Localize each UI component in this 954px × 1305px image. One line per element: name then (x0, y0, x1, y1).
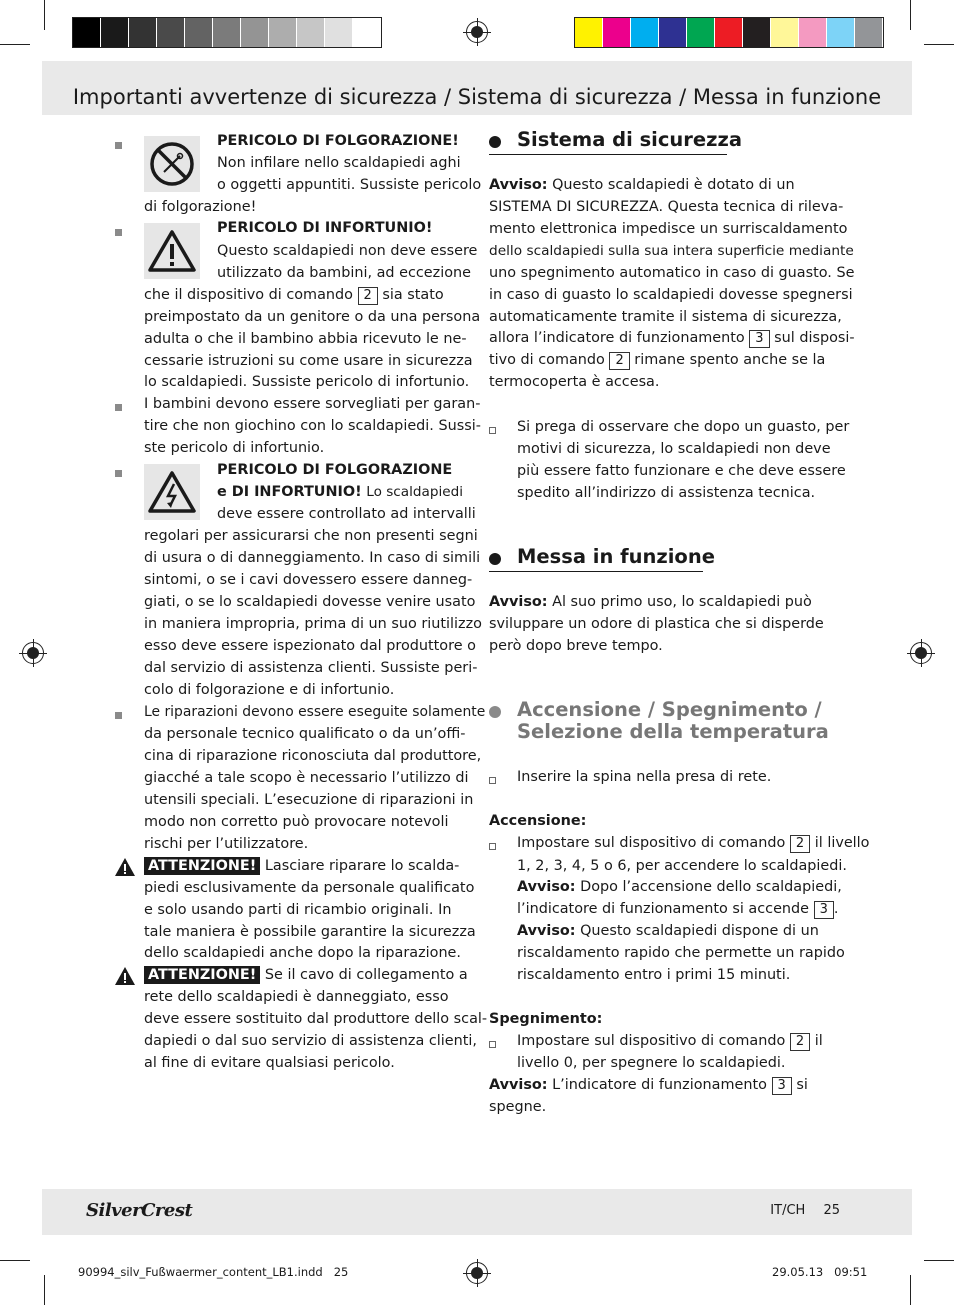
avviso-label: Avviso: (489, 1077, 548, 1093)
page-title: Importanti avvertenze di sicurezza / Sistema di sicurezza / Messa in funzione (72, 85, 882, 109)
text-line (517, 833, 870, 855)
registration-mark-icon (910, 642, 932, 664)
step-checkbox-icon (489, 843, 496, 850)
page-number: 25 (823, 1203, 840, 1218)
text-line: Questo scaldapiedi non deve essere (217, 243, 478, 259)
section-heading: Messa in funzione (517, 545, 715, 568)
crop-mark (910, 1275, 911, 1305)
reference-number-badge: 2 (609, 352, 629, 370)
text-line: lo scaldapiedi. Sussiste pericolo di infortunio. (144, 374, 470, 390)
crop-mark (0, 1260, 30, 1261)
page-info (756, 1203, 840, 1218)
heading-underline (489, 154, 727, 155)
text-line: dapiedi o dal suo servizio di assistenza clienti, (144, 1033, 477, 1049)
section-heading: Sistema di sicurezza (517, 128, 743, 151)
text-span: Lasciare riparare lo scalda- (264, 858, 460, 874)
bullet-square (115, 404, 122, 411)
brand-logo: SilverCrest (86, 1200, 193, 1221)
text-line (489, 592, 812, 614)
text-line: deve essere controllato ad intervalli (217, 506, 476, 522)
text-line: adulta o che il bambino abbia ricevuto le ne- (144, 331, 467, 347)
text-span: il (814, 1033, 823, 1049)
crop-mark (924, 1260, 954, 1261)
text-span: Impostare sul dispositivo di comando (517, 1033, 786, 1049)
text-line: cessarie istruzioni su come usare in sicurezza (144, 353, 473, 369)
registration-mark-icon (466, 21, 488, 43)
registration-mark-icon (22, 642, 44, 664)
text-span: Lo scaldapiedi (366, 484, 464, 500)
text-line: da personale tecnico qualificato o da un’offi- (144, 726, 466, 742)
text-line: esso deve essere ispezionato dal produttore o (144, 638, 476, 654)
text-line: colo di folgorazione e di infortunio. (144, 682, 395, 698)
text-line: utilizzato da bambini, ad eccezione (217, 265, 471, 281)
text-line: Le riparazioni devono essere eseguite solamente (144, 704, 486, 720)
text-span: allora l’indicatore di funzionamento (489, 330, 745, 346)
bullet-square (115, 470, 122, 477)
text-line (489, 1075, 808, 1097)
text-line: spegne. (489, 1099, 547, 1115)
text-line: utensili speciali. L’esecuzione di riparazioni in (144, 792, 474, 808)
text-line (144, 856, 459, 878)
text-line: preimpostato da un genitore o da una persona (144, 309, 481, 325)
subsection-heading: Selezione della temperatura (517, 720, 829, 743)
crop-mark (924, 44, 954, 45)
text-line: dello scaldapiedi anche dopo la riparazione. (144, 945, 461, 961)
text-line: termocoperta è accesa. (489, 374, 660, 390)
text-line: Non infilare nello scaldapiedi aghi (217, 155, 461, 171)
text-span: che il dispositivo di comando (144, 287, 353, 303)
reference-number-badge: 3 (814, 901, 834, 919)
warning-title: PERICOLO DI FOLGORAZIONE! (217, 133, 459, 149)
slug-filename: 90994_silv_Fußwaermer_content_LB1.indd 25 (78, 1265, 349, 1279)
text-span: il livello (814, 835, 870, 851)
avviso-label: Avviso: (489, 594, 548, 610)
text-line: riscaldamento rapido che permette un rapido (517, 945, 845, 961)
heading-underline (489, 571, 703, 572)
text-line: tire che non giochino con lo scaldapiedi. Sussi- (144, 418, 481, 434)
text-line (517, 921, 819, 943)
spegnimento-label: Spegnimento: (489, 1011, 603, 1027)
electric-hazard-icon (144, 464, 200, 520)
text-line: dal servizio di assistenza clienti. Sussiste peri- (144, 660, 478, 676)
text-span: rimane spento anche se la (634, 352, 826, 368)
text-span: l’indicatore di funzionamento si accende (517, 901, 810, 917)
text-span: Questo scaldapiedi è dotato di un (552, 177, 795, 193)
text-line: SISTEMA DI SICUREZZA. Questa tecnica di rileva- (489, 199, 844, 215)
reference-number-badge: 3 (772, 1077, 792, 1095)
text-line: uno spegnimento automatico in caso di guasto. Se (489, 265, 855, 281)
warning-title: PERICOLO DI INFORTUNIO! (217, 220, 433, 236)
header-band (42, 61, 912, 115)
text-line: al fine di evitare qualsiasi pericolo. (144, 1055, 395, 1071)
text-line: modo non corretto può provocare notevoli (144, 814, 449, 830)
text-line: tale maniera è possibile garantire la sicurezza (144, 924, 476, 940)
reference-number-badge: 3 (749, 330, 769, 348)
text-line: più essere fatto funzionare e che deve essere (517, 463, 846, 479)
subsection-heading: Accensione / Spegnimento / (517, 698, 822, 721)
text-line: giacché a tale scopo è necessario l’utilizzo di (144, 770, 469, 786)
text-line: cina di riparazione riconosciuta dal produttore, (144, 748, 482, 764)
text-line (489, 328, 855, 350)
text-span: si (796, 1077, 808, 1093)
crop-mark (0, 44, 30, 45)
no-needles-icon (144, 136, 200, 192)
text-line (517, 1031, 823, 1053)
crop-mark (910, 0, 911, 30)
avviso-label: Avviso: (489, 177, 548, 193)
text-line (217, 482, 463, 504)
step-checkbox-icon (489, 427, 496, 434)
warning-triangle-icon (114, 966, 136, 986)
text-line: giati, o se lo scaldapiedi dovesse venire usato (144, 594, 476, 610)
text-line: deve essere sostituito dal produttore dello scal- (144, 1011, 488, 1027)
bullet-square (115, 142, 122, 149)
warning-triangle-icon (114, 857, 136, 877)
warning-title: PERICOLO DI FOLGORAZIONE (217, 462, 453, 478)
step-checkbox-icon (489, 1041, 496, 1048)
warning-title: e DI INFORTUNIO! (217, 484, 362, 500)
text-line: in maniera impropria, prima di un suo riutilizzo (144, 616, 482, 632)
text-line: e solo usando parti di ricambio originali. In (144, 902, 452, 918)
slug-date: 29.05.13 09:51 (772, 1265, 868, 1279)
text-line: sviluppare un odore di plastica che si disperde (489, 616, 824, 632)
avviso-label: Avviso: (517, 879, 576, 895)
text-line: in caso di guasto lo scaldapiedi dovesse spegnersi (489, 287, 853, 303)
attention-label: ATTENZIONE! (144, 966, 260, 984)
warning-triangle-icon (144, 223, 200, 279)
section-bullet (489, 136, 501, 148)
section-bullet (489, 553, 501, 565)
crop-mark (44, 1275, 45, 1305)
avviso-label: Avviso: (517, 923, 576, 939)
text-line (489, 175, 795, 197)
bullet-square (115, 712, 122, 719)
text-line: 1, 2, 3, 4, 5 o 6, per accendere lo scaldapiedi. (517, 858, 847, 874)
text-line: o oggetti appuntiti. Sussiste pericolo (217, 177, 482, 193)
text-span: Se il cavo di collegamento a (264, 967, 468, 983)
text-line: motivi di sicurezza, lo scaldapiedi non deve (517, 441, 831, 457)
text-line (517, 877, 842, 899)
locale-label: IT/CH (770, 1203, 806, 1218)
bullet-square (115, 229, 122, 236)
text-line: ste pericolo di infortunio. (144, 440, 325, 456)
text-span: Dopo l’accensione dello scaldapiedi, (580, 879, 842, 895)
text-span: tivo di comando (489, 352, 605, 368)
accensione-label: Accensione: (489, 813, 587, 829)
registration-mark-icon (466, 1262, 488, 1284)
text-line: mento elettronica impedisce un surriscaldamento (489, 221, 848, 237)
text-span: Questo scaldapiedi dispone di un (580, 923, 819, 939)
text-line: dello scaldapiedi sulla sua intera superficie mediante (489, 243, 854, 259)
reference-number-badge: 2 (790, 835, 810, 853)
grey-color-bar (72, 17, 382, 48)
text-line: regolari per assicurarsi che non presenti segni (144, 528, 478, 544)
text-line: livello 0, per spegnere lo scaldapiedi. (517, 1055, 786, 1071)
crop-mark (44, 0, 45, 30)
color-bar (574, 17, 884, 48)
text-line: I bambini devono essere sorvegliati per garan- (144, 396, 481, 412)
footer-band (42, 1189, 912, 1235)
reference-number-badge: 2 (358, 287, 378, 305)
text-span: sia stato (382, 287, 444, 303)
step-checkbox-icon (489, 777, 496, 784)
text-line: piedi esclusivamente da personale qualificato (144, 880, 475, 896)
text-span: sul disposi- (774, 330, 855, 346)
text-line (144, 965, 468, 987)
subsection-bullet (489, 706, 501, 718)
text-span: L’indicatore di funzionamento (552, 1077, 767, 1093)
text-line: di folgorazione! (144, 199, 257, 215)
attention-label: ATTENZIONE! (144, 857, 260, 875)
text-line: rischi per l’utilizzatore. (144, 836, 309, 852)
text-line: automaticamente tramite il sistema di sicurezza, (489, 309, 842, 325)
text-line: sintomi, o se i cavi dovessero essere danneg- (144, 572, 473, 588)
text-line: Si prega di osservare che dopo un guasto, per (517, 419, 850, 435)
text-line: però dopo breve tempo. (489, 638, 663, 654)
text-span: Al suo primo uso, lo scaldapiedi può (552, 594, 812, 610)
reference-number-badge: 2 (790, 1033, 810, 1051)
text-span: Impostare sul dispositivo di comando (517, 835, 786, 851)
text-line: di usura o di danneggiamento. In caso di simili (144, 550, 481, 566)
text-line (144, 285, 444, 307)
text-line (489, 350, 825, 372)
text-line: rete dello scaldapiedi è danneggiato, esso (144, 989, 449, 1005)
text-line: Inserire la spina nella presa di rete. (517, 769, 772, 785)
text-line: riscaldamento entro i primi 15 minuti. (517, 967, 791, 983)
text-line: l’indicatore di funzionamento si accende 3 . (517, 901, 839, 917)
text-line: spedito all’indirizzo di assistenza tecnica. (517, 485, 816, 501)
